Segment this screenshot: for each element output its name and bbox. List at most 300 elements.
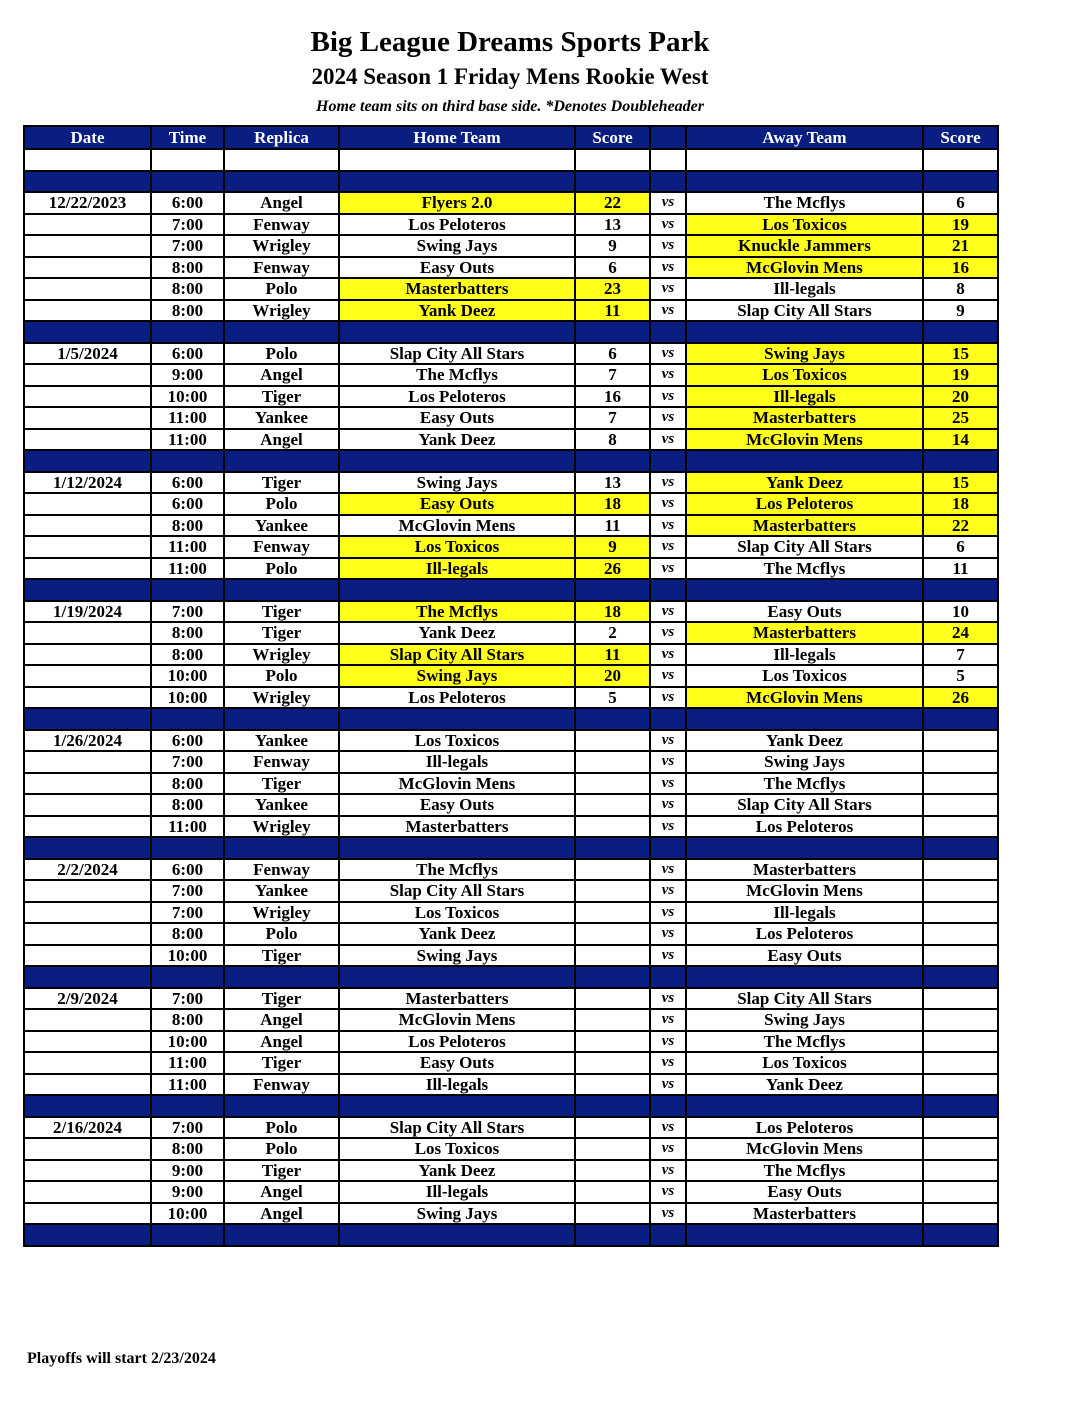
vs-label: vs xyxy=(650,902,686,924)
empty-cell xyxy=(24,278,151,300)
vs-label: vs xyxy=(650,343,686,365)
field-replica: Angel xyxy=(224,1203,339,1225)
home-team: Yank Deez xyxy=(339,300,575,322)
home-score: 18 xyxy=(575,493,650,515)
game-time: 11:00 xyxy=(151,558,224,580)
away-score: 25 xyxy=(923,407,998,429)
vs-label: vs xyxy=(650,751,686,773)
empty-cell xyxy=(151,708,224,730)
week-separator-row xyxy=(24,579,998,601)
empty-cell xyxy=(650,149,686,171)
away-score: 20 xyxy=(923,386,998,408)
table-row xyxy=(24,1009,998,1031)
away-team: McGlovin Mens xyxy=(686,1138,923,1160)
playoffs-note: Playoffs will start 2/23/2024 xyxy=(27,1350,216,1367)
game-time: 8:00 xyxy=(151,773,224,795)
home-team: Los Peloteros xyxy=(339,386,575,408)
table-row xyxy=(24,1052,998,1074)
week-date: 2/9/2024 xyxy=(24,988,151,1010)
week-separator-row xyxy=(24,966,998,988)
away-team: Ill-legals xyxy=(686,278,923,300)
game-time: 11:00 xyxy=(151,536,224,558)
empty-cell xyxy=(24,149,151,171)
away-team: Masterbatters xyxy=(686,407,923,429)
home-team: Swing Jays xyxy=(339,665,575,687)
empty-cell xyxy=(24,1031,151,1053)
empty-cell xyxy=(923,579,998,601)
away-score: 7 xyxy=(923,644,998,666)
table-row xyxy=(24,558,998,580)
table-row xyxy=(24,493,998,515)
week-separator-row xyxy=(24,1095,998,1117)
field-replica: Wrigley xyxy=(224,300,339,322)
home-team: Masterbatters xyxy=(339,816,575,838)
home-score xyxy=(575,1138,650,1160)
empty-cell xyxy=(24,235,151,257)
vs-label: vs xyxy=(650,493,686,515)
field-replica: Angel xyxy=(224,1031,339,1053)
empty-cell xyxy=(24,1203,151,1225)
week-separator-row xyxy=(24,321,998,343)
field-replica: Wrigley xyxy=(224,235,339,257)
home-score xyxy=(575,1160,650,1182)
game-time: 7:00 xyxy=(151,1117,224,1139)
empty-cell xyxy=(24,386,151,408)
vs-label: vs xyxy=(650,730,686,752)
away-score: 22 xyxy=(923,515,998,537)
week-date: 2/2/2024 xyxy=(24,859,151,881)
empty-cell xyxy=(224,1095,339,1117)
vs-label: vs xyxy=(650,214,686,236)
away-team: Slap City All Stars xyxy=(686,988,923,1010)
empty-cell xyxy=(151,450,224,472)
away-score xyxy=(923,1203,998,1225)
away-score: 11 xyxy=(923,558,998,580)
table-row xyxy=(24,665,998,687)
home-score xyxy=(575,1052,650,1074)
home-team: Los Toxicos xyxy=(339,730,575,752)
away-team: McGlovin Mens xyxy=(686,257,923,279)
away-team: Swing Jays xyxy=(686,1009,923,1031)
table-row xyxy=(24,214,998,236)
game-time: 8:00 xyxy=(151,923,224,945)
away-score xyxy=(923,1181,998,1203)
away-score xyxy=(923,859,998,881)
home-score: 7 xyxy=(575,364,650,386)
home-score xyxy=(575,988,650,1010)
game-time: 7:00 xyxy=(151,235,224,257)
away-score: 10 xyxy=(923,601,998,623)
empty-cell xyxy=(339,579,575,601)
empty-cell xyxy=(24,1074,151,1096)
empty-cell xyxy=(339,966,575,988)
home-team: The Mcflys xyxy=(339,601,575,623)
home-team: Slap City All Stars xyxy=(339,1117,575,1139)
away-team: Slap City All Stars xyxy=(686,794,923,816)
page-subtitle: 2024 Season 1 Friday Mens Rookie West xyxy=(311,64,709,89)
week-separator-row xyxy=(24,1224,998,1246)
empty-cell xyxy=(151,321,224,343)
away-team: Los Peloteros xyxy=(686,816,923,838)
empty-cell xyxy=(24,300,151,322)
away-team: Yank Deez xyxy=(686,1074,923,1096)
game-time: 8:00 xyxy=(151,1138,224,1160)
game-time: 8:00 xyxy=(151,1009,224,1031)
home-score: 11 xyxy=(575,644,650,666)
game-time: 7:00 xyxy=(151,988,224,1010)
away-team: The Mcflys xyxy=(686,558,923,580)
away-score: 8 xyxy=(923,278,998,300)
field-replica: Polo xyxy=(224,1117,339,1139)
table-row xyxy=(24,257,998,279)
away-score xyxy=(923,923,998,945)
empty-cell xyxy=(923,450,998,472)
field-replica: Yankee xyxy=(224,730,339,752)
table-row xyxy=(24,364,998,386)
field-replica: Wrigley xyxy=(224,687,339,709)
week-date: 1/12/2024 xyxy=(24,472,151,494)
empty-cell xyxy=(650,708,686,730)
table-row xyxy=(24,300,998,322)
away-score: 6 xyxy=(923,192,998,214)
vs-label: vs xyxy=(650,257,686,279)
header-row xyxy=(24,126,998,149)
table-row xyxy=(24,816,998,838)
game-time: 7:00 xyxy=(151,601,224,623)
empty-cell xyxy=(151,579,224,601)
empty-cell xyxy=(686,450,923,472)
empty-cell xyxy=(224,450,339,472)
away-score: 26 xyxy=(923,687,998,709)
empty-cell xyxy=(24,493,151,515)
home-team: Swing Jays xyxy=(339,235,575,257)
home-score: 6 xyxy=(575,343,650,365)
table-row xyxy=(24,515,998,537)
vs-label: vs xyxy=(650,1074,686,1096)
table-row xyxy=(24,386,998,408)
field-replica: Angel xyxy=(224,1181,339,1203)
away-score xyxy=(923,902,998,924)
week-date: 2/16/2024 xyxy=(24,1117,151,1139)
away-team: Slap City All Stars xyxy=(686,300,923,322)
empty-cell xyxy=(24,1009,151,1031)
empty-cell xyxy=(686,1095,923,1117)
game-time: 11:00 xyxy=(151,1052,224,1074)
field-replica: Polo xyxy=(224,343,339,365)
empty-cell xyxy=(575,837,650,859)
away-team: McGlovin Mens xyxy=(686,687,923,709)
away-team: Slap City All Stars xyxy=(686,536,923,558)
away-score xyxy=(923,1074,998,1096)
home-team: Los Toxicos xyxy=(339,902,575,924)
vs-label: vs xyxy=(650,1117,686,1139)
vs-label: vs xyxy=(650,622,686,644)
home-team: Ill-legals xyxy=(339,751,575,773)
empty-cell xyxy=(923,171,998,193)
field-replica: Tiger xyxy=(224,622,339,644)
vs-label: vs xyxy=(650,1203,686,1225)
home-score xyxy=(575,1181,650,1203)
empty-cell xyxy=(24,794,151,816)
game-time: 10:00 xyxy=(151,665,224,687)
table-row xyxy=(24,278,998,300)
table-row xyxy=(24,773,998,795)
table-row xyxy=(24,1181,998,1203)
col-home-score-header: Score xyxy=(575,126,650,149)
vs-label: vs xyxy=(650,429,686,451)
field-replica: Fenway xyxy=(224,536,339,558)
empty-cell xyxy=(650,966,686,988)
field-replica: Tiger xyxy=(224,773,339,795)
away-score xyxy=(923,773,998,795)
table-row xyxy=(24,472,998,494)
field-replica: Fenway xyxy=(224,751,339,773)
empty-cell xyxy=(923,321,998,343)
empty-cell xyxy=(24,515,151,537)
away-score: 5 xyxy=(923,665,998,687)
empty-cell xyxy=(24,214,151,236)
empty-cell xyxy=(339,321,575,343)
empty-cell xyxy=(24,923,151,945)
game-time: 7:00 xyxy=(151,880,224,902)
home-team: Flyers 2.0 xyxy=(339,192,575,214)
away-score xyxy=(923,1052,998,1074)
away-score xyxy=(923,816,998,838)
empty-cell xyxy=(24,751,151,773)
away-team: Masterbatters xyxy=(686,859,923,881)
away-score xyxy=(923,880,998,902)
home-score: 26 xyxy=(575,558,650,580)
home-score xyxy=(575,1009,650,1031)
away-score xyxy=(923,1031,998,1053)
week-date: 1/26/2024 xyxy=(24,730,151,752)
empty-cell xyxy=(339,149,575,171)
game-time: 10:00 xyxy=(151,1203,224,1225)
home-team: Easy Outs xyxy=(339,257,575,279)
home-team: Slap City All Stars xyxy=(339,343,575,365)
table-row xyxy=(24,429,998,451)
away-team: McGlovin Mens xyxy=(686,429,923,451)
empty-cell xyxy=(575,708,650,730)
table-row xyxy=(24,1074,998,1096)
away-team: Yank Deez xyxy=(686,472,923,494)
away-team: Los Peloteros xyxy=(686,1117,923,1139)
game-time: 10:00 xyxy=(151,386,224,408)
away-score xyxy=(923,794,998,816)
empty-cell xyxy=(24,536,151,558)
away-team: Los Toxicos xyxy=(686,665,923,687)
home-team: Masterbatters xyxy=(339,278,575,300)
home-team: Ill-legals xyxy=(339,1181,575,1203)
home-team: Easy Outs xyxy=(339,407,575,429)
field-replica: Polo xyxy=(224,493,339,515)
vs-label: vs xyxy=(650,558,686,580)
empty-cell xyxy=(24,1160,151,1182)
vs-label: vs xyxy=(650,665,686,687)
empty-cell xyxy=(686,321,923,343)
home-score xyxy=(575,880,650,902)
vs-label: vs xyxy=(650,988,686,1010)
field-replica: Yankee xyxy=(224,515,339,537)
empty-cell xyxy=(923,1224,998,1246)
home-score: 18 xyxy=(575,601,650,623)
table-row xyxy=(24,880,998,902)
home-score: 2 xyxy=(575,622,650,644)
schedule-body xyxy=(24,149,998,1246)
home-score: 20 xyxy=(575,665,650,687)
schedule-note: Home team sits on third base side. *Denotes Doubleheader xyxy=(316,98,704,115)
field-replica: Angel xyxy=(224,192,339,214)
home-score: 7 xyxy=(575,407,650,429)
vs-label: vs xyxy=(650,601,686,623)
away-score xyxy=(923,1138,998,1160)
game-time: 9:00 xyxy=(151,1181,224,1203)
home-score xyxy=(575,1117,650,1139)
home-score: 13 xyxy=(575,472,650,494)
vs-label: vs xyxy=(650,945,686,967)
field-replica: Yankee xyxy=(224,794,339,816)
vs-label: vs xyxy=(650,192,686,214)
empty-cell xyxy=(686,966,923,988)
empty-cell xyxy=(24,364,151,386)
empty-cell xyxy=(151,1095,224,1117)
away-team: Ill-legals xyxy=(686,644,923,666)
game-time: 6:00 xyxy=(151,859,224,881)
spacer-row xyxy=(24,149,998,171)
game-time: 8:00 xyxy=(151,794,224,816)
field-replica: Fenway xyxy=(224,214,339,236)
home-score: 5 xyxy=(575,687,650,709)
empty-cell xyxy=(575,321,650,343)
field-replica: Angel xyxy=(224,429,339,451)
vs-label: vs xyxy=(650,794,686,816)
home-team: Slap City All Stars xyxy=(339,880,575,902)
home-score xyxy=(575,902,650,924)
empty-cell xyxy=(24,579,151,601)
empty-cell xyxy=(923,1095,998,1117)
empty-cell xyxy=(24,407,151,429)
away-score: 19 xyxy=(923,214,998,236)
away-team: Yank Deez xyxy=(686,730,923,752)
empty-cell xyxy=(650,837,686,859)
home-score xyxy=(575,794,650,816)
home-score: 8 xyxy=(575,429,650,451)
table-row xyxy=(24,945,998,967)
col-date-header: Date xyxy=(24,126,151,149)
table-row xyxy=(24,923,998,945)
home-team: Ill-legals xyxy=(339,558,575,580)
empty-cell xyxy=(650,1095,686,1117)
col-home-team-header: Home Team xyxy=(339,126,575,149)
game-time: 10:00 xyxy=(151,1031,224,1053)
away-team: Los Toxicos xyxy=(686,364,923,386)
home-team: Yank Deez xyxy=(339,622,575,644)
away-team: Knuckle Jammers xyxy=(686,235,923,257)
empty-cell xyxy=(24,257,151,279)
empty-cell xyxy=(686,171,923,193)
home-score xyxy=(575,1031,650,1053)
table-row xyxy=(24,1138,998,1160)
home-team: McGlovin Mens xyxy=(339,1009,575,1031)
col-time-header: Time xyxy=(151,126,224,149)
empty-cell xyxy=(24,665,151,687)
away-score xyxy=(923,1160,998,1182)
away-score: 19 xyxy=(923,364,998,386)
vs-label: vs xyxy=(650,1009,686,1031)
home-team: Swing Jays xyxy=(339,1203,575,1225)
empty-cell xyxy=(24,644,151,666)
field-replica: Fenway xyxy=(224,257,339,279)
field-replica: Fenway xyxy=(224,1074,339,1096)
away-score: 18 xyxy=(923,493,998,515)
home-score xyxy=(575,1074,650,1096)
home-team: Los Peloteros xyxy=(339,687,575,709)
empty-cell xyxy=(650,171,686,193)
away-score xyxy=(923,1009,998,1031)
empty-cell xyxy=(575,450,650,472)
table-row xyxy=(24,644,998,666)
schedule-table xyxy=(23,125,999,1247)
game-time: 6:00 xyxy=(151,472,224,494)
vs-label: vs xyxy=(650,816,686,838)
game-time: 7:00 xyxy=(151,751,224,773)
vs-label: vs xyxy=(650,300,686,322)
field-replica: Wrigley xyxy=(224,902,339,924)
col-replica-header: Replica xyxy=(224,126,339,149)
empty-cell xyxy=(24,622,151,644)
away-score: 14 xyxy=(923,429,998,451)
game-time: 8:00 xyxy=(151,644,224,666)
empty-cell xyxy=(224,579,339,601)
vs-label: vs xyxy=(650,235,686,257)
game-time: 6:00 xyxy=(151,730,224,752)
empty-cell xyxy=(650,450,686,472)
game-time: 7:00 xyxy=(151,214,224,236)
away-team: Easy Outs xyxy=(686,945,923,967)
away-team: Los Toxicos xyxy=(686,1052,923,1074)
vs-label: vs xyxy=(650,1052,686,1074)
empty-cell xyxy=(923,966,998,988)
empty-cell xyxy=(339,1095,575,1117)
empty-cell xyxy=(24,708,151,730)
table-row xyxy=(24,407,998,429)
empty-cell xyxy=(575,1095,650,1117)
empty-cell xyxy=(151,837,224,859)
home-team: Ill-legals xyxy=(339,1074,575,1096)
table-row xyxy=(24,1031,998,1053)
away-team: Masterbatters xyxy=(686,515,923,537)
home-team: Slap City All Stars xyxy=(339,644,575,666)
vs-label: vs xyxy=(650,859,686,881)
home-team: Easy Outs xyxy=(339,493,575,515)
empty-cell xyxy=(686,579,923,601)
empty-cell xyxy=(24,687,151,709)
game-time: 11:00 xyxy=(151,407,224,429)
home-score: 22 xyxy=(575,192,650,214)
home-score xyxy=(575,859,650,881)
home-team: Masterbatters xyxy=(339,988,575,1010)
table-row xyxy=(24,343,998,365)
empty-cell xyxy=(24,1095,151,1117)
col-away-team-header: Away Team xyxy=(686,126,923,149)
home-team: Yank Deez xyxy=(339,923,575,945)
table-row xyxy=(24,687,998,709)
empty-cell xyxy=(575,579,650,601)
field-replica: Tiger xyxy=(224,386,339,408)
empty-cell xyxy=(923,837,998,859)
home-score xyxy=(575,773,650,795)
week-separator-row xyxy=(24,171,998,193)
